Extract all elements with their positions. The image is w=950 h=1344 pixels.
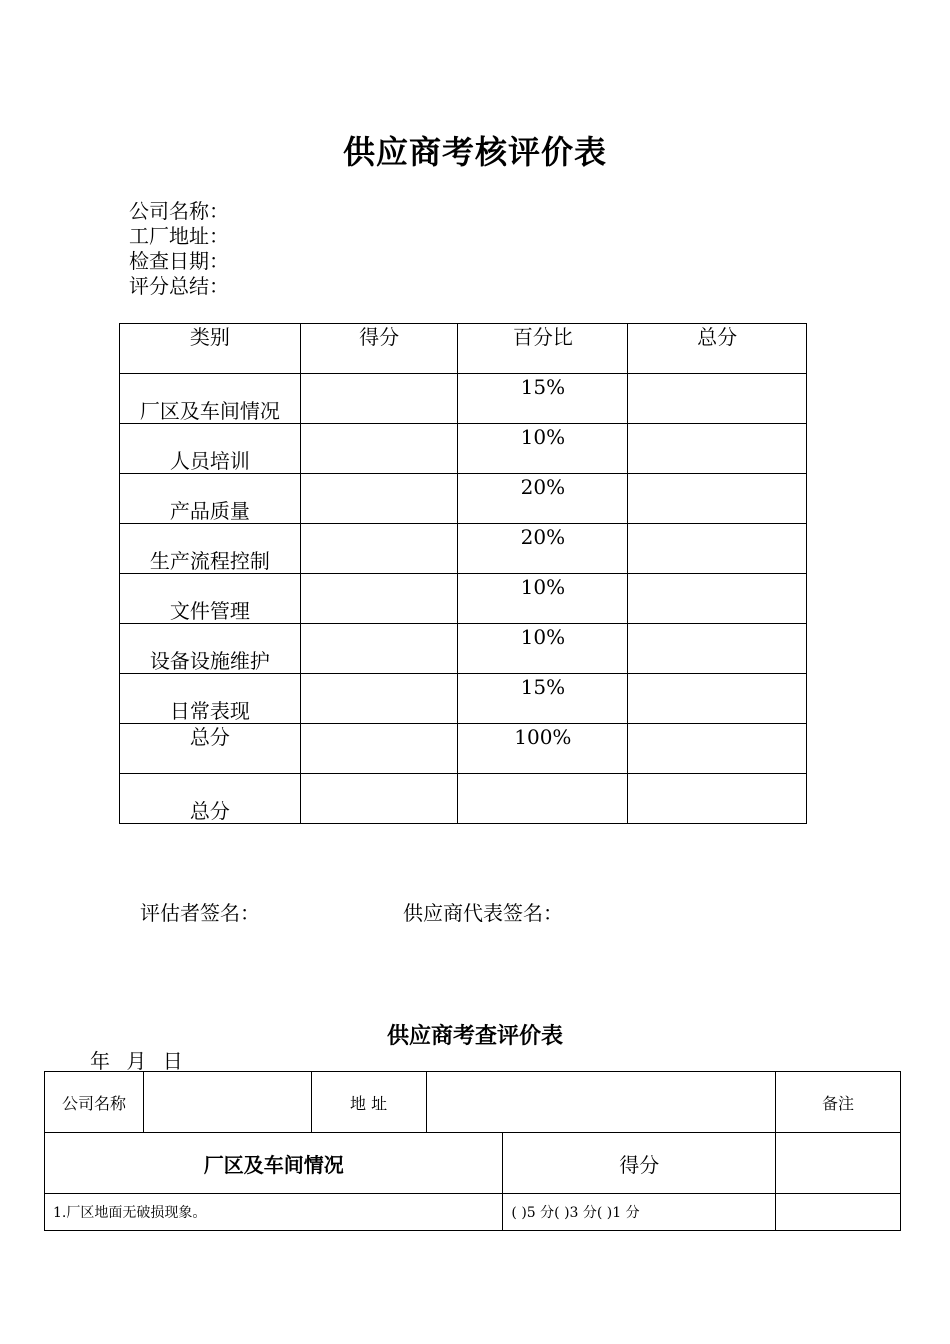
score-cell[interactable] [300, 374, 458, 424]
table-header-row [120, 324, 807, 374]
total-cell[interactable] [628, 724, 807, 774]
percent-cell: 100% [458, 724, 628, 774]
item-text: 1.厂区地面无破损现象。 [45, 1194, 503, 1231]
table-row [120, 424, 807, 474]
section-title: 厂区及车间情况 [45, 1133, 503, 1194]
total-cell[interactable] [628, 374, 807, 424]
score-cell[interactable] [300, 674, 458, 724]
score-cell[interactable] [300, 574, 458, 624]
table-row [120, 574, 807, 624]
score-cell[interactable] [300, 774, 458, 824]
table-row [120, 774, 807, 824]
table-row [45, 1194, 901, 1231]
score-options[interactable]: ( )5 分( )3 分( )1 分 [503, 1194, 776, 1231]
total-cell[interactable] [628, 774, 807, 824]
header-score: 得分 [300, 324, 458, 374]
total-cell[interactable] [628, 674, 807, 724]
category-cell [120, 674, 301, 724]
score-summary-label: 评分总结： [129, 274, 229, 298]
info-block [129, 199, 229, 299]
percent-cell: 20% [458, 474, 628, 524]
score-cell[interactable] [300, 724, 458, 774]
score-cell[interactable] [300, 524, 458, 574]
supplier-rep-signature-label: 供应商代表签名： [403, 901, 563, 925]
category-label: 文件管理 [169, 599, 250, 623]
category-cell [120, 424, 301, 474]
address-label: 地 址 [311, 1072, 426, 1133]
table-row [120, 374, 807, 424]
category-cell [120, 574, 301, 624]
total-cell[interactable] [628, 524, 807, 574]
percent-cell: 20% [458, 524, 628, 574]
percent-cell: 15% [458, 374, 628, 424]
inspection-date-label: 检查日期： [129, 249, 229, 273]
remark-label: 备注 [776, 1072, 901, 1133]
table-row [120, 474, 807, 524]
company-info-row [45, 1072, 901, 1133]
percent-cell: 10% [458, 574, 628, 624]
category-cell [120, 474, 301, 524]
factory-address-label: 工厂地址： [129, 224, 229, 248]
percent-cell: 10% [458, 424, 628, 474]
percent-cell: 10% [458, 624, 628, 674]
category-cell [120, 524, 301, 574]
category-label: 人员培训 [169, 449, 250, 473]
company-name-label: 公司名称： [129, 199, 229, 223]
header-total: 总分 [628, 324, 807, 374]
table-row [120, 674, 807, 724]
remark-cell[interactable] [776, 1194, 901, 1231]
total-cell[interactable] [628, 574, 807, 624]
total-cell[interactable] [628, 474, 807, 524]
total-cell[interactable] [628, 624, 807, 674]
company-name-field[interactable] [143, 1072, 311, 1133]
document-title: 供应商考核评价表 [342, 133, 607, 171]
address-field[interactable] [426, 1072, 776, 1133]
total-cell[interactable] [628, 424, 807, 474]
percent-cell [458, 774, 628, 824]
date-line: 年 月 日 [90, 1049, 183, 1073]
score-header: 得分 [503, 1133, 776, 1194]
section-header-row [45, 1133, 901, 1194]
company-name-label: 公司名称 [45, 1072, 144, 1133]
table-row [120, 724, 807, 774]
percent-cell: 15% [458, 674, 628, 724]
score-cell[interactable] [300, 474, 458, 524]
category-label: 总分 [189, 799, 230, 823]
category-label: 生产流程控制 [149, 549, 270, 573]
score-cell[interactable] [300, 424, 458, 474]
table-row [120, 624, 807, 674]
header-category: 类别 [120, 324, 301, 374]
evaluation-table [119, 323, 807, 824]
category-label: 厂区及车间情况 [139, 399, 280, 423]
category-cell [120, 374, 301, 424]
second-form-title: 供应商考查评价表 [386, 1023, 563, 1049]
header-percent: 百分比 [458, 324, 628, 374]
category-cell [120, 624, 301, 674]
category-label: 设备设施维护 [149, 649, 270, 673]
assessor-signature-label: 评估者签名： [140, 901, 260, 925]
table-row [120, 524, 807, 574]
category-label: 总分 [189, 725, 230, 749]
score-cell[interactable] [300, 624, 458, 674]
category-label: 日常表现 [169, 699, 250, 723]
category-cell [120, 774, 301, 824]
category-cell [120, 724, 301, 774]
remark-cell[interactable] [776, 1133, 901, 1194]
category-label: 产品质量 [169, 499, 250, 523]
inspection-table [44, 1071, 901, 1231]
